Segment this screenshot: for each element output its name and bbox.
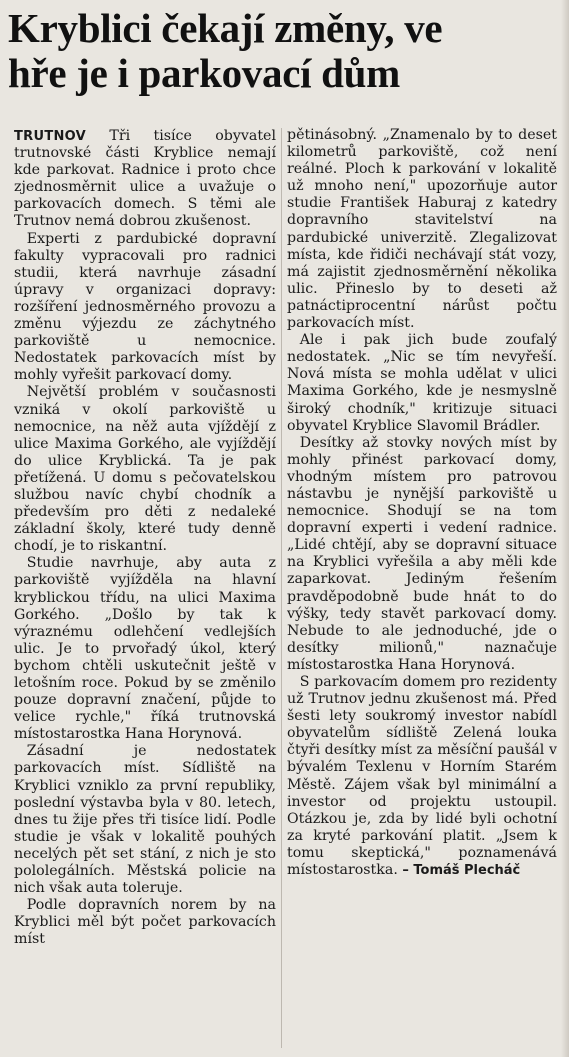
headline-line-2: hře je i parkovací dům bbox=[8, 50, 400, 96]
article-right-column bbox=[287, 127, 557, 879]
headline-line-1: Kryblici čekají změny, ve bbox=[8, 5, 443, 51]
page-edge bbox=[561, 0, 569, 1057]
paragraph: Největší problém v současnosti vzniká v okolí parkoviště u nemocnice, na něž auta vjíždějí z ulice Maxima Gorkého, ale vyjíždějí do ulice Kryblická. Ta je pak přetížená. U domu s pečovatelskou službou navíc chybí chodník a především pro děti z nedaleké základní školy, které tudy denně chodí, je to riskantní. bbox=[14, 384, 276, 555]
paragraph bbox=[287, 674, 557, 879]
article-left-column bbox=[14, 128, 276, 949]
paragraph-text: S parkovacím domem pro rezidenty už Trutnov jednu zkušenost má. Před šesti lety soukromý investor nabídl obyvatelům sídliště Zelená louka čtyři desítky míst za měsíční paušál v bývalém Texlenu v Horním Starém Městě. Zájem však byl minimální a investor od projektu ustoupil. Otázkou je, zda by lidé byli ochotní za kryté parkování platit. „Jsem k tomu skeptická," poznamenává místostarostka. bbox=[287, 674, 557, 879]
paragraph: pětinásobný. „Znamenalo by to deset kilometrů parkoviště, což není reálné. Ploch k parkování v lokalitě už mnoho není," upozorňuje autor studie František Haburaj z katedry dopravního stavitelství na pardubické univerzitě. Zlegalizovat místa, kde řidiči nechávají stát vozy, má zajistit zjednosměrnění několika ulic. Přineslo by to deseti až patnáctiprocentní nárůst počtu parkovacích míst. bbox=[287, 127, 557, 332]
paragraph: Ale i pak jich bude zoufalý nedostatek. „Nic se tím nevyřeší. Nová místa se mohla udělat v ulici Maxima Gorkého, kde je nesmyslně široký chodník," kritizuje situaci obyvatel Kryblice Slavomil Brádler. bbox=[287, 332, 557, 434]
paragraph: Zásadní je nedostatek parkovacích míst. Sídliště na Kryblici vzniklo za první republiky, poslední výstavba byla v 80. letech, dnes tu žije přes tři tisíce lidí. Podle studie je však v lokalitě pouhých necelých pět set stání, z nich je sto pololegálních. Městská policie na nich však auta toleruje. bbox=[14, 743, 276, 897]
paragraph: Experti z pardubické dopravní fakulty vypracovali pro radnici studii, která navrhuje zásadní úpravy v organizaci dopravy: rozšíření jednosměrného provozu a změnu výjezdu ze záchytného parkoviště u nemocnice. Nedostatek parkovacích míst by mohly vyřešit parkovací domy. bbox=[14, 230, 276, 384]
byline: – Tomáš Plecháč bbox=[402, 863, 521, 879]
paragraph: Studie navrhuje, aby auta z parkoviště vyjížděla na hlavní kryblickou třídu, na ulici Maxima Gorkého. „Došlo by tak k výraznému odlehčení vedlejších ulic. Je to prvořadý úkol, který bychom chtěli uskutečnit ještě v letošním roce. Pokud by se změnilo pouze dopravní značení, půjde to velice rychle," říká trutnovská místostarostka Hana Horynová. bbox=[14, 555, 276, 743]
headline bbox=[8, 6, 563, 96]
column-divider bbox=[281, 128, 282, 1048]
paragraph bbox=[14, 128, 276, 231]
paragraph-text: Tři tisíce obyvatel trutnovské části Kryblice nemají kde parkovat. Radnice i proto chce zjednosměrnit ulice a uvažuje o parkovacích domech. S těmi ale Trutnov nemá dobrou zkušenost. bbox=[14, 128, 276, 230]
paragraph: Podle dopravních norem by na Kryblici měl být počet parkovacích míst bbox=[14, 897, 276, 948]
dateline: TRUTNOV bbox=[14, 129, 87, 144]
paragraph: Desítky až stovky nových míst by mohly přinést parkovací domy, vhodným místem pro patrovou nástavbu je nynější parkoviště u nemocnice. Shodují se na tom dopravní experti i vedení radnice. „Lidé chtějí, aby se dopravní situace na Kryblici vyřešila a aby měli kde zaparkovat. Jediným řešením pravděpodobně bude hnát to do výšky, tedy stavět parkovací domy. Nebude to ale jednoduché, jde o desítky milionů," naznačuje místostarostka Hana Horynová. bbox=[287, 434, 557, 673]
